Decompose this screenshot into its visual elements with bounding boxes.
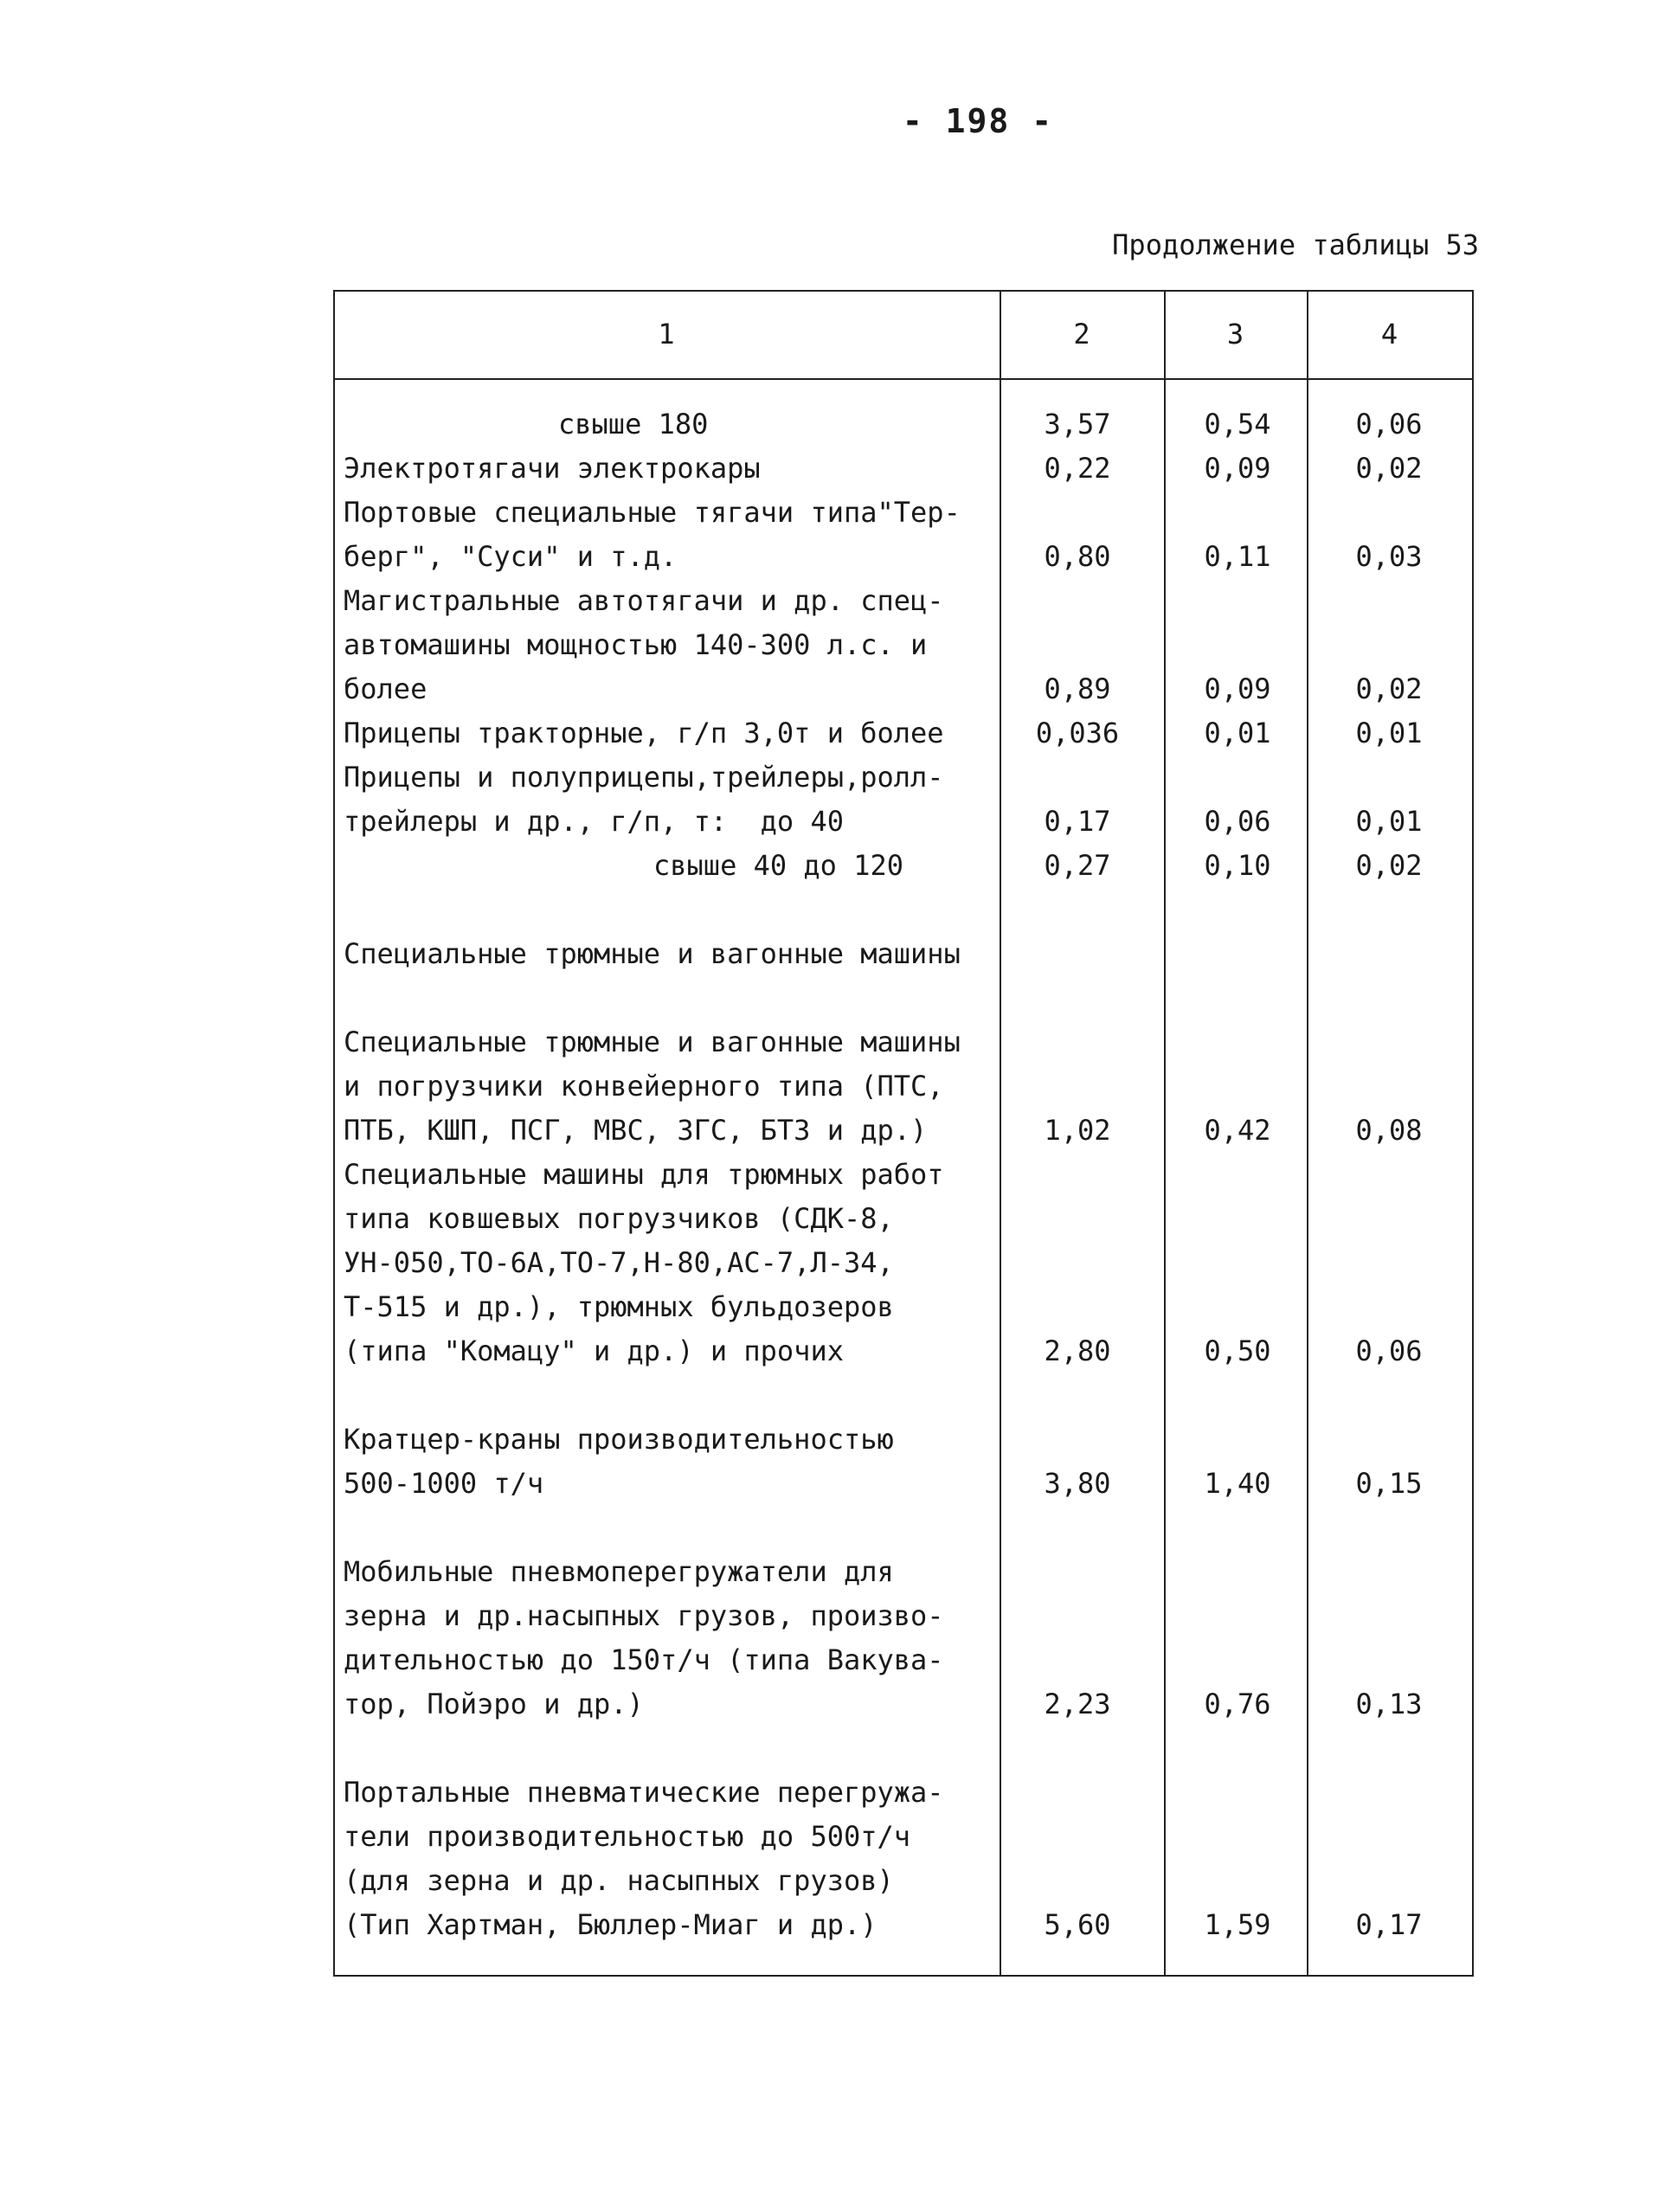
table-row xyxy=(333,667,1474,711)
value-col-3: 0,42 xyxy=(1204,1114,1271,1147)
value-col-3: 0,09 xyxy=(1204,672,1271,705)
value-col-2: 5,60 xyxy=(1044,1908,1111,1941)
value-col-4: 0,01 xyxy=(1355,717,1423,749)
row-description: (для зерна и др. насыпных грузов) xyxy=(344,1864,894,1897)
value-col-4: 0,06 xyxy=(1355,408,1423,440)
column-header-2: 2 xyxy=(1073,318,1090,350)
value-col-2: 0,036 xyxy=(1035,717,1120,749)
value-col-3: 0,09 xyxy=(1204,452,1271,485)
table-row xyxy=(333,1020,1474,1064)
value-col-3: 0,50 xyxy=(1204,1334,1271,1367)
row-description: Портальные пневматические перегружа- xyxy=(344,1776,944,1809)
column-header-3: 3 xyxy=(1226,318,1244,350)
value-col-4: 0,02 xyxy=(1355,672,1423,705)
row-description: Электротягачи электрокары xyxy=(344,452,761,485)
value-col-3: 0,01 xyxy=(1204,717,1271,749)
table-row xyxy=(333,711,1474,756)
table-row xyxy=(333,1109,1474,1153)
row-description: Портовые специальные тягачи типа"Тер- xyxy=(344,496,961,529)
row-description: зерна и др.насыпных грузов, произво- xyxy=(344,1599,944,1632)
row-description: Специальные трюмные и вагонные машины xyxy=(344,1026,961,1058)
value-col-3: 0,11 xyxy=(1204,540,1271,573)
row-description: дительностью до 150т/ч (типа Вакува- xyxy=(344,1643,944,1676)
row-description: Магистральные автотягачи и др. спец- xyxy=(344,584,944,617)
page-number: - 198 - xyxy=(902,102,1054,140)
table-row xyxy=(333,491,1474,535)
row-description: и погрузчики конвейерного типа (ПТС, xyxy=(344,1070,944,1103)
row-description: УН-050,ТО-6А,ТО-7,Н-80,АС-7,Л-34, xyxy=(344,1246,894,1279)
row-description: Мобильные пневмоперегружатели для xyxy=(344,1555,894,1588)
value-col-3: 0,10 xyxy=(1204,849,1271,882)
value-col-2: 0,17 xyxy=(1044,805,1111,838)
table-row xyxy=(333,1373,1474,1418)
table-row xyxy=(333,1594,1474,1638)
row-description: автомашины мощностью 140-300 л.с. и xyxy=(344,628,928,661)
row-description: тор, Пойэро и др.) xyxy=(344,1688,644,1720)
value-col-4: 0,02 xyxy=(1355,849,1423,882)
row-description: свыше 180 xyxy=(558,408,709,440)
table-row xyxy=(333,1153,1474,1197)
row-description: типа ковшевых погрузчиков (СДК-8, xyxy=(344,1202,894,1235)
value-col-4: 0,15 xyxy=(1355,1467,1423,1500)
table-row xyxy=(333,844,1474,888)
table-row xyxy=(333,1197,1474,1241)
value-col-4: 0,01 xyxy=(1355,805,1423,838)
value-col-4: 0,03 xyxy=(1355,540,1423,573)
table-row xyxy=(333,1727,1474,1771)
table-row xyxy=(333,1241,1474,1285)
value-col-2: 0,27 xyxy=(1044,849,1111,882)
column-header-4: 4 xyxy=(1380,318,1398,350)
table-row xyxy=(333,447,1474,491)
value-col-2: 3,80 xyxy=(1044,1467,1111,1500)
value-col-3: 0,76 xyxy=(1204,1688,1271,1720)
table-row xyxy=(333,623,1474,667)
value-col-4: 0,06 xyxy=(1355,1334,1423,1367)
value-col-2: 0,89 xyxy=(1044,672,1111,705)
row-description: (типа "Комацу" и др.) и прочих xyxy=(344,1334,844,1367)
table-row xyxy=(333,1462,1474,1506)
table-row xyxy=(333,1771,1474,1815)
table-row xyxy=(333,1638,1474,1682)
row-description: тели производительностью до 500т/ч xyxy=(344,1820,911,1853)
value-col-4: 0,02 xyxy=(1355,452,1423,485)
value-col-2: 0,22 xyxy=(1044,452,1111,485)
data-table xyxy=(333,290,1474,1977)
row-description: берг", "Суси" и т.д. xyxy=(344,540,678,573)
table-row xyxy=(333,535,1474,579)
row-description: Кратцер-краны производительностью xyxy=(344,1423,894,1456)
value-col-3: 0,06 xyxy=(1204,805,1271,838)
value-col-2: 0,80 xyxy=(1044,540,1111,573)
table-row xyxy=(333,579,1474,623)
row-description: Т-515 и др.), трюмных бульдозеров xyxy=(344,1290,894,1323)
row-description: трейлеры и др., г/п, т: до 40 xyxy=(344,805,844,838)
row-description: Прицепы и полуприцепы,трейлеры,ролл- xyxy=(344,761,944,794)
table-row xyxy=(333,1859,1474,1903)
row-description: Прицепы тракторные, г/п 3,0т и более xyxy=(344,717,944,749)
value-col-2: 3,57 xyxy=(1044,408,1111,440)
table-row xyxy=(333,1329,1474,1373)
row-description: свыше 40 до 120 xyxy=(653,849,903,882)
value-col-2: 2,80 xyxy=(1044,1334,1111,1367)
row-description: ПТБ, КШП, ПСГ, МВС, ЗГС, БТЗ и др.) xyxy=(344,1114,928,1147)
value-col-2: 1,02 xyxy=(1044,1114,1111,1147)
table-row xyxy=(333,1064,1474,1109)
table-row xyxy=(333,1285,1474,1329)
column-header-1: 1 xyxy=(658,318,675,350)
row-description: Специальные машины для трюмных работ xyxy=(344,1158,944,1191)
table-row xyxy=(333,756,1474,800)
value-col-4: 0,13 xyxy=(1355,1688,1423,1720)
table-row xyxy=(333,1903,1474,1947)
table-row xyxy=(333,932,1474,976)
row-description: (Тип Хартман, Бюллер-Миаг и др.) xyxy=(344,1908,878,1941)
table-row xyxy=(333,800,1474,844)
table-row xyxy=(333,1550,1474,1594)
value-col-3: 1,59 xyxy=(1204,1908,1271,1941)
value-col-4: 0,08 xyxy=(1355,1114,1423,1147)
row-description: более xyxy=(344,672,428,705)
table-row xyxy=(333,976,1474,1020)
value-col-3: 0,54 xyxy=(1204,408,1271,440)
row-description: 500-1000 т/ч xyxy=(344,1467,544,1500)
value-col-3: 1,40 xyxy=(1204,1467,1271,1500)
table-row xyxy=(333,402,1474,447)
value-col-4: 0,17 xyxy=(1355,1908,1423,1941)
table-row xyxy=(333,1815,1474,1859)
table-row xyxy=(333,1506,1474,1550)
row-description: Специальные трюмные и вагонные машины xyxy=(344,937,961,970)
table-caption: Продолжение таблицы 53 xyxy=(1112,228,1479,261)
value-col-2: 2,23 xyxy=(1044,1688,1111,1720)
table-row xyxy=(333,888,1474,932)
table-row xyxy=(333,1418,1474,1462)
table-row xyxy=(333,1682,1474,1727)
header-separator xyxy=(333,378,1474,380)
